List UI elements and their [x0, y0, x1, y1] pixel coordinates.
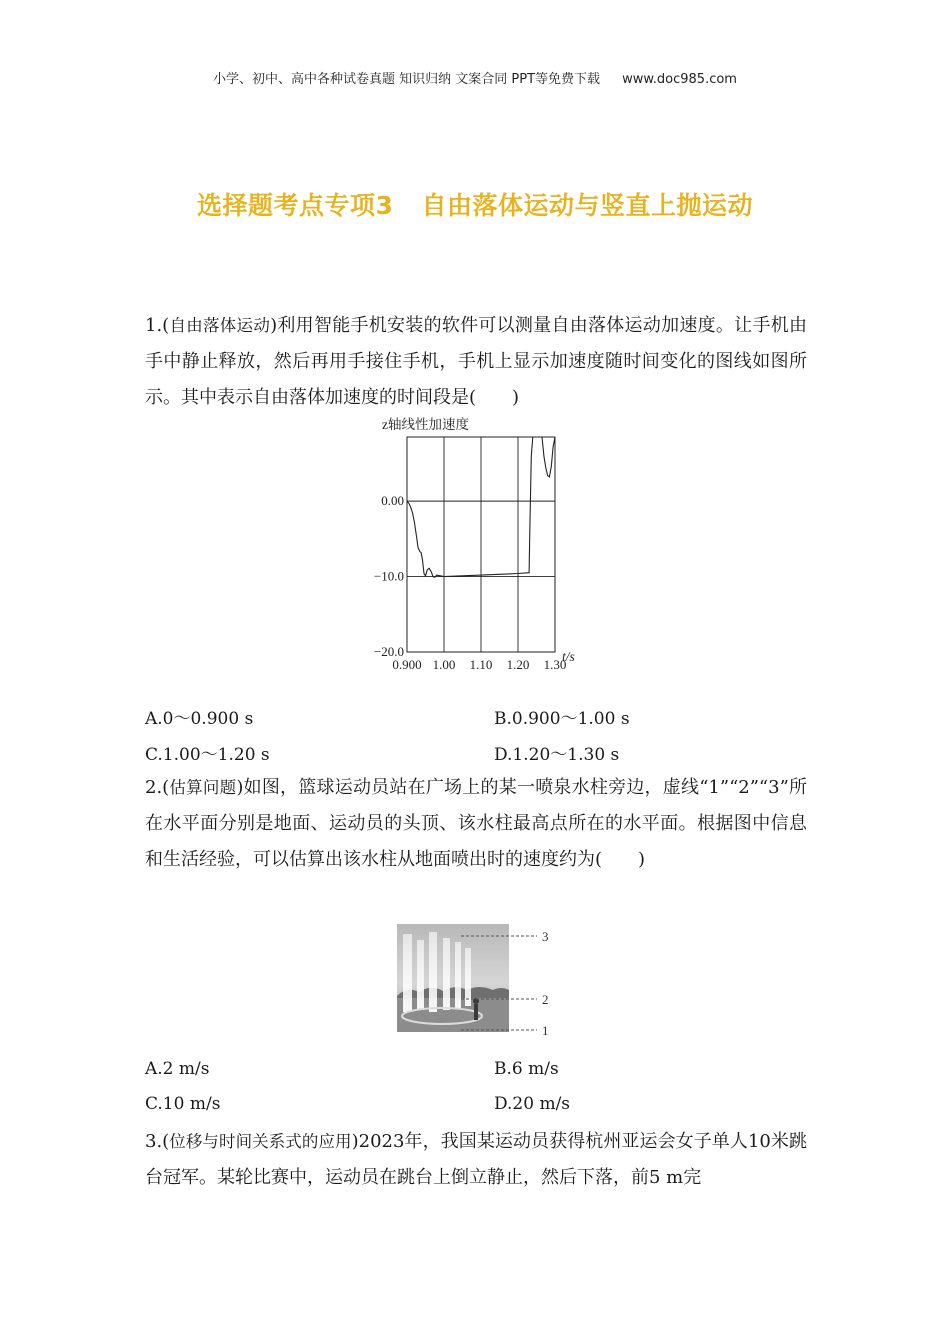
fountain-photo	[397, 924, 557, 1036]
chart-y-tick-label: 0.00	[381, 493, 404, 509]
marker-label-2: 2	[542, 992, 549, 1007]
page-title	[0, 186, 950, 222]
q1-option-a: A.0～0.900 s	[145, 709, 254, 729]
q2-tag: 估算问题	[169, 778, 237, 797]
q1-option-b: B.0.900～1.00 s	[494, 709, 630, 729]
q1-tag: 自由落体运动	[169, 316, 271, 335]
chart-tick-labels	[374, 493, 566, 672]
q2-option-a: A.2 m/s	[145, 1059, 210, 1079]
q1-number: 1.(	[145, 315, 170, 336]
q1-text: )利用智能手机安装的软件可以测量自由落体运动加速度。让手机由手中静止释放，然后再用手接住手机，手机上显示加速度随时间变化的图线如图所示。其中表示自由落体加速度的时间段是( )	[145, 315, 807, 408]
page-header	[0, 68, 950, 87]
question-2	[145, 770, 807, 878]
marker-label-1: 1	[542, 1023, 549, 1036]
chart-x-tick-label: 1.10	[469, 657, 493, 672]
header-site-link[interactable]: www.doc985.com	[622, 72, 737, 87]
chart-x-tick-label: 1.20	[506, 657, 530, 672]
q2-option-c: C.10 m/s	[145, 1094, 221, 1114]
q2-option-d: D.20 m/s	[494, 1094, 571, 1114]
chart-x-tick-label: 1.00	[432, 657, 456, 672]
chart-xlabel: t/s	[562, 649, 575, 664]
chart-grid	[407, 437, 555, 652]
marker-label-3: 3	[542, 929, 549, 944]
title-part2: 自由落体运动与竖直上抛运动	[421, 191, 753, 220]
q3-tag: 位移与时间关系式的应用	[169, 1132, 352, 1151]
q2-option-b: B.6 m/s	[494, 1059, 559, 1079]
photo-image	[397, 924, 509, 1032]
q2-text: )如图，篮球运动员站在广场上的某一喷泉水柱旁边，虚线“1”“2”“3”所在水平面分别是地面、运动员的头顶、该水柱最高点所在的水平面。根据图中信息和生活经验，可以估算出该水柱从地面喷出时的速度约为( )	[145, 777, 808, 870]
q3-text: )2023年，我国某运动员获得杭州亚运会女子单人10米跳台冠军。某轮比赛中，运动员在跳台上倒立静止，然后下落，前5 m完	[145, 1131, 808, 1188]
chart-x-tick-label: 0.900	[392, 657, 422, 672]
question-3	[145, 1124, 807, 1196]
chart-y-tick-label: −10.0	[373, 568, 404, 584]
chart-title: z轴线性加速度	[382, 417, 469, 432]
chart-y-tick-label: −20.0	[373, 644, 404, 659]
q3-number: 3.(	[145, 1131, 170, 1152]
header-text: 小学、初中、高中各种试卷真题 知识归纳 文案合同 PPT等免费下载	[213, 72, 601, 87]
chart-x-tick-label: 1.30	[543, 657, 567, 672]
acceleration-chart	[372, 412, 592, 684]
question-1	[145, 308, 807, 416]
q1-option-c: C.1.00～1.20 s	[145, 745, 270, 765]
q2-number: 2.(	[145, 777, 170, 798]
title-part1: 选择题考点专项3	[197, 191, 394, 220]
q1-option-d: D.1.20～1.30 s	[494, 745, 620, 765]
